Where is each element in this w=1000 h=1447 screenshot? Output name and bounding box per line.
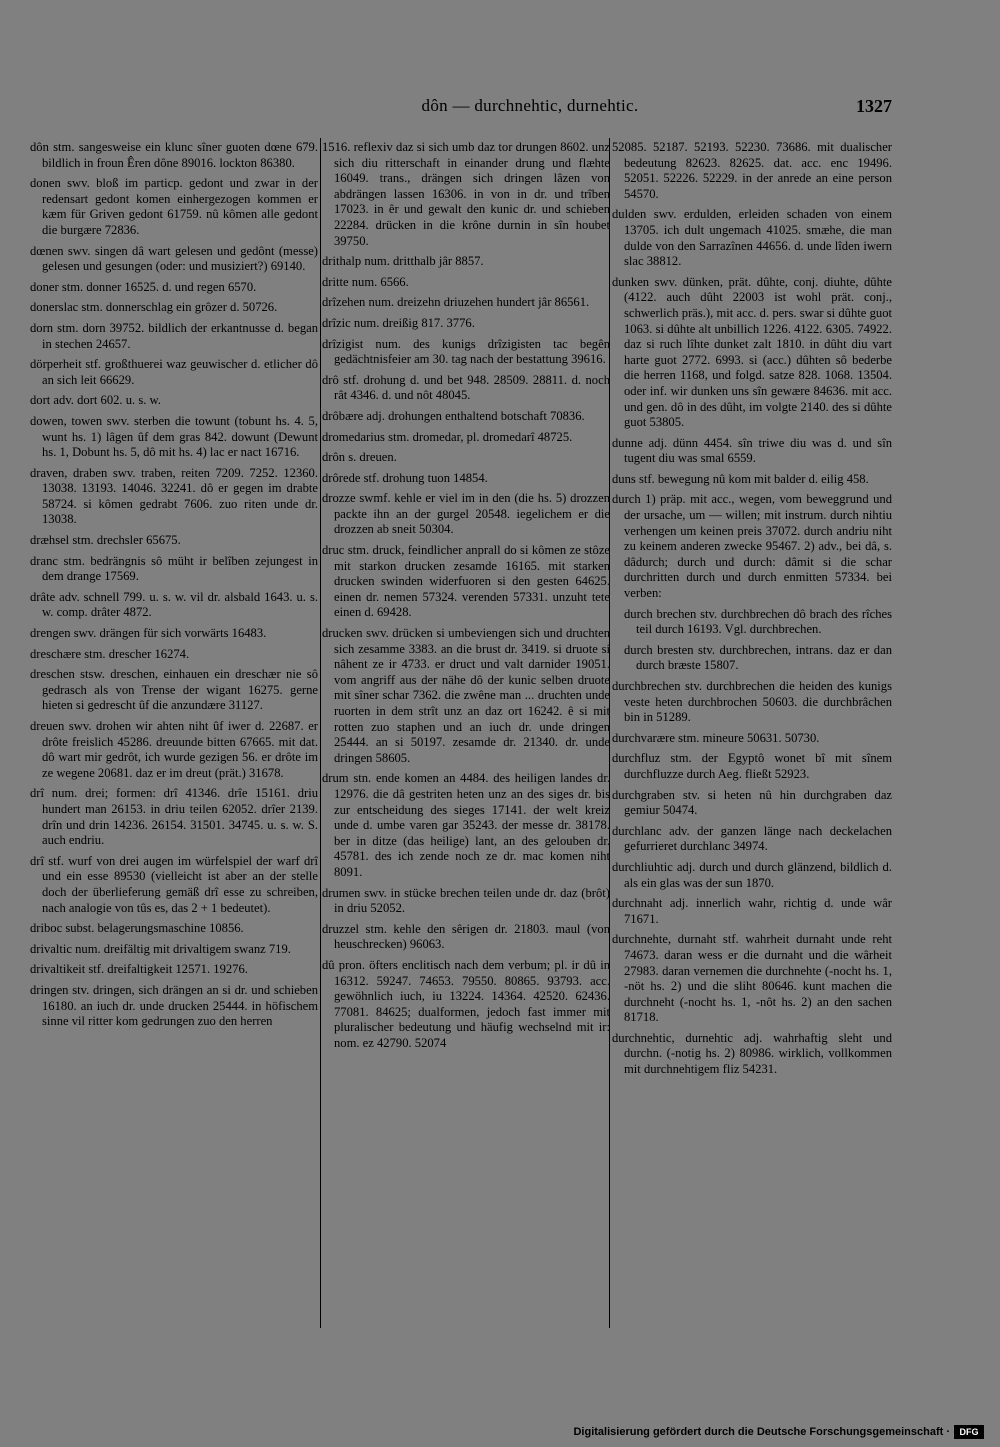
dictionary-entry: dulden swv. erdulden, erleiden schaden von einem 13705. ich dult ungemach 41025. smæhe, die man dulde von den Sarrazînen 44656. d. unde lîden iwern slac 38812. xyxy=(612,207,892,269)
dictionary-entry: dræhsel stm. drechsler 65675. xyxy=(30,533,181,548)
dictionary-column-1 xyxy=(30,140,318,1330)
dictionary-entry: dôn stm. sangesweise ein klunc sîner guoten dœne 679. bildlich in froun Êren dône 89016. lockton 86380. xyxy=(30,140,318,170)
dictionary-entry: durch bresten stv. durchbrechen, intrans. daz er dan durch bræste 15807. xyxy=(624,642,892,673)
dictionary-entry: donerslac stm. donnerschlag ein grôzer d. 50726. xyxy=(30,300,278,315)
dictionary-entry: durchnehte, durnaht stf. wahrheit durnaht unde reht 74673. daran wess er die durnaht und die wârheit 27983. daran vernemen die durchnehte (-nocht hs. 1, -nöt hs. 2) und die sliht 80646. kunt machen die durchneht (-nocht hs. 1, -nôt hs. 2) an den sachen 81718. xyxy=(612,932,892,1025)
dictionary-entry: donen swv. bloß im particp. gedont und zwar in der redensart gedont komen einhergezogen kommen er kæm für Griven gedont 61759. nû kômen alle gedont die burgære 72836. xyxy=(30,176,318,237)
digitization-credit: Digitalisierung gefördert durch die Deutsche Forschungsgemeinschaft · xyxy=(573,1426,950,1438)
dictionary-entry: dreschære stm. drescher 16274. xyxy=(30,646,190,661)
dictionary-entry: drô stf. drohung d. und bet 948. 28509. 28811. d. noch rât 4346. d. und nôt 48045. xyxy=(322,372,610,403)
dictionary-entry: drithalp num. dritthalb jâr 8857. xyxy=(322,254,484,269)
dictionary-entry: 52085. 52187. 52193. 52230. 73686. mit dualischer bedeutung 82623. 82625. dat. acc. enc 19496. 52051. 52226. 52229. in der anrede an eine person 54570. xyxy=(612,140,892,201)
dictionary-entry: drum stn. ende komen an 4484. des heiligen landes dr. 12976. die dâ gestriten heten unz an des siges dr. bis zur entscheidung des sieges 17141. der welt kreiz unde d. umbe varen gar 35243. der messe dr. 38178. ber in ditze (das heilige) lant, an des gelouben dr. 45781. des ich zende noch ze dr. mac komen niht 8091. xyxy=(322,771,610,879)
dictionary-entry: drîzehen num. dreizehn driuzehen hundert jâr 86561. xyxy=(322,295,590,310)
column-rule xyxy=(320,138,321,1328)
dictionary-entry: durchbrechen stv. durchbrechen die heiden des kunigs veste heten durchbrochen 50603. die durchbrâchen bin in 51289. xyxy=(612,679,892,725)
dictionary-entry: dreuen swv. drohen wir ahten niht ûf iwer d. 22687. er drôte freislich 45286. dreuunde bitten 67665. mit dat. dô wart mir gedrôt, ich wurde gezigen 56. er drôte im ze wegene 20681. daz er im dreut (prät.) 31678. xyxy=(30,719,318,780)
dictionary-column-3 xyxy=(612,140,892,1330)
dictionary-entry: dörperheit stf. großthuerei waz geuwischer d. etlicher dô an sich leit 66629. xyxy=(30,357,318,387)
dfg-logo: DFG xyxy=(954,1425,984,1439)
dictionary-entry: dringen stv. dringen, sich drängen an si dr. und schieben 16180. an iuch dr. unde drucken 25444. in höfischem sinne vil ritter kom gedrungen zuo den herren xyxy=(30,982,318,1029)
dictionary-entry: drôbære adj. drohungen enthaltend botschaft 70836. xyxy=(322,408,585,423)
dictionary-entry: draven, draben swv. traben, reiten 7209. 7252. 12360. 13038. 13193. 14046. 32241. dô er gegen im drabte 58724. si kômen gedrabt 7606. zuo riten unde dr. 13038. xyxy=(30,465,318,527)
page-number: 1327 xyxy=(856,96,892,116)
dictionary-entry: durchliuhtic adj. durch und durch glänzend, bildlich d. als ein glas was der sun 1870. xyxy=(612,859,892,890)
dictionary-entry: durchvarære stm. mineure 50631. 50730. xyxy=(612,730,820,745)
dictionary-entry: drôn s. dreuen. xyxy=(322,450,397,465)
dictionary-entry: dritte num. 6566. xyxy=(322,274,409,289)
dictionary-entry: durchgraben stv. si heten nû hin durchgraben daz gemiur 50474. xyxy=(612,787,892,818)
dictionary-entry: drâte adv. schnell 799. u. s. w. vil dr. alsbald 1643. u. s. w. comp. drâter 4872. xyxy=(30,589,318,620)
dictionary-entry: drî num. drei; formen: drî 41346. drîe 15161. driu hundert man 26153. in driu teilen 62052. drîer 2139. drîn und drin 14236. 26154. 31501. 34745. u. s. w. S. auch endriu. xyxy=(30,786,318,848)
dictionary-entry: dunken swv. dünken, prät. dûhte, conj. diuhte, dûhte (4122. auch dûht 22003 ist wohl prät. conj., schwerlich präs.), mit acc. d. pers. swar si dûhte guot 1063. si dûhte alt unbillich 1226. 4122. 6305. 74922. daz si ruch lîhte dunket zalt 1810. in dûht diu vart harte guot 2772. 6993. si (acc.) dûhten sô bederbe die herren 1168, und folgd. satze 828. 1068. 13504. oder inf. wir dunken uns sîn gewære 84636. mit acc. und gen. dô in des dûht, im volgte 2140. des si dûhte guot 53805. xyxy=(612,274,892,430)
dictionary-entry: drucken swv. drücken si umbeviengen sich und druchten sich zesamme 3383. an die brust dr. 3419. si druote si nâhent ze ir 4733. er druct und valt darnider 19051. vom angriff aus der nähe dô der kunic selben druote mit sîner schar 7362. die zwêne man ... druchten unde ruorten in dem strît unz an daz ort 16242. ê si mit rotten zuo staphen und an iuch dr. unde dringen 25444. an si 50197. zesamde dr. 21340. dr. unde dringen 58605. xyxy=(322,626,610,765)
dictionary-entry: drîzigist num. des kunigs drîzigisten tac begên gedächtnisfeier am 30. tag nach der bestattung 39616. xyxy=(322,336,610,367)
page-footer xyxy=(0,1418,1000,1447)
dictionary-entry: drî stf. wurf von drei augen im würfelspiel der warf drî und ein esse 89530 (vielleicht ist aber an der stelle doch der überlieferung gemäß drî esse zu schreiben, nach analogie von tûs es, das 2 + 1 bedeutet). xyxy=(30,853,318,915)
dictionary-entry: durchlanc adv. der ganzen länge nach deckelachen gefurrieret durchlanc 34974. xyxy=(612,823,892,854)
dictionary-entry: dowen, towen swv. sterben die towunt (tobunt hs. 4. 5, wunt hs. 1) lâgen ûf dem gras 842. dowunt (Dewunt hs. 1, Dobunt hs. 5, dô mit hs. 4) lac er nact 16716. xyxy=(30,413,318,460)
dictionary-entry: durchfluz stm. der Egyptô wonet bî mit sînem durchfluzze durch Aeg. fließt 52923. xyxy=(612,751,892,781)
dictionary-entry: dort adv. dort 602. u. s. w. xyxy=(30,393,161,408)
dictionary-entry: durch brechen stv. durchbrechen dô brach des rîches teil durch 16193. Vgl. durchbrechen. xyxy=(624,606,892,637)
dictionary-entry: druzzel stm. kehle den sêrigen dr. 21803. maul (von heuschrecken) 96063. xyxy=(322,921,610,952)
dictionary-entry: drivaltikeit stf. dreifaltigkeit 12571. 19276. xyxy=(30,962,248,977)
dictionary-entry: druc stm. druck, feindlicher anprall do si kômen ze stôze mit starkon drucken zesamde 16165. mit starken drucken swinden widerfuoren si den gesten 64625. einen dr. nemen 57324. verenden 57331. unzuht tete einen d. 69428. xyxy=(322,543,610,620)
dictionary-entry: drivaltic num. dreifältig mit drivaltigem swanz 719. xyxy=(30,941,291,956)
dictionary-entry: doner stm. donner 16525. d. und regen 6570. xyxy=(30,279,257,294)
dictionary-entry: duns stf. bewegung nû kom mit balder d. eilig 458. xyxy=(612,471,869,486)
dictionary-entry: dorn stm. dorn 39752. bildlich der erkantnusse d. began in stechen 24657. xyxy=(30,320,318,351)
dictionary-entry: dreschen stsw. dreschen, einhauen ein dreschær nie sô gedrasch als von Trense der wigant 16275. gerne hieten si gedrescht ûf die anzundære 31127. xyxy=(30,667,318,713)
dictionary-entry: dunne adj. dünn 4454. sîn triwe diu was d. und sîn tugent diu was smal 6559. xyxy=(612,435,892,466)
dictionary-entry: drôrede stf. drohung tuon 14854. xyxy=(322,470,488,485)
dictionary-entry: 1516. reflexiv daz si sich umb daz tor drungen 8602. unz sich diu ritterschaft in einander drung und flæhte 16049. trans., drängen sich dringen lâzen von abdrängen lassen 16306. in von in dr. und trîben 17023. in êr und gewalt den kunic dr. und schieben 22284. drücken in die krône durnin in sîn houbet 39750. xyxy=(322,140,610,248)
dictionary-entry: drumen swv. in stücke brechen teilen unde dr. daz (brôt) in driu 52052. xyxy=(322,885,610,916)
running-head: dôn — durchnehtic, durnehtic. xyxy=(421,96,639,115)
dictionary-column-2 xyxy=(322,140,610,1330)
dictionary-entry: durch 1) präp. mit acc., wegen, vom beweggrund und der ursache, um — willen; mit instrum. durch nihtiu verhengen um keinen preis 37072. durch andriu niht zu keinem anderen zwecke 95467. 2) adv., bei dâ, s. dâdurch; durch und durch: dâmit si die schar durchritten durch und durch enmitten 57334. bei verben: xyxy=(612,492,892,601)
dictionary-entry: drengen swv. drängen für sich vorwärts 16483. xyxy=(30,626,267,641)
dictionary-entry: dû pron. öfters enclitisch nach dem verbum; pl. ir dû in 16312. 59247. 74653. 79550. 80865. 93793. acc. gewöhnlich iuch, iu 13224. 14364. 42520. 62436. 77081. 84625; dualformen, jedoch fast immer mit pluralischer bedeutung und häufig wechselnd mit ir: nom. ez 42790. 52074 xyxy=(322,957,610,1050)
dictionary-entry: durchnehtic, durnehtic adj. wahrhaftig sleht und durchn. (-notig hs. 2) 80986. wirklich, vollkommen mit durchnehtigem fliz 54231. xyxy=(612,1030,892,1077)
dictionary-entry: drîzic num. dreißig 817. 3776. xyxy=(322,315,475,330)
dictionary-entry: dromedarius stm. dromedar, pl. dromedarî 48725. xyxy=(322,429,573,444)
dictionary-entry: drozze swmf. kehle er viel im in den (die hs. 5) drozzen packte ihn an der gurgel 20548. iegelichem er die drozzen ab sneit 50304. xyxy=(322,491,610,537)
page-header xyxy=(0,96,1000,120)
dictionary-entry: durchnaht adj. innerlich wahr, richtig d. unde wâr 71671. xyxy=(612,896,892,926)
dictionary-entry: dœnen swv. singen dâ wart gelesen und gedônt (messe) gelesen und gesungen (oder: und musiziert?) 69140. xyxy=(30,243,318,274)
dictionary-entry: driboc subst. belagerungsmaschine 10856. xyxy=(30,921,244,936)
dictionary-entry: dranc stm. bedrängnis sô müht ir belîben zejungest in dem drange 17569. xyxy=(30,553,318,584)
